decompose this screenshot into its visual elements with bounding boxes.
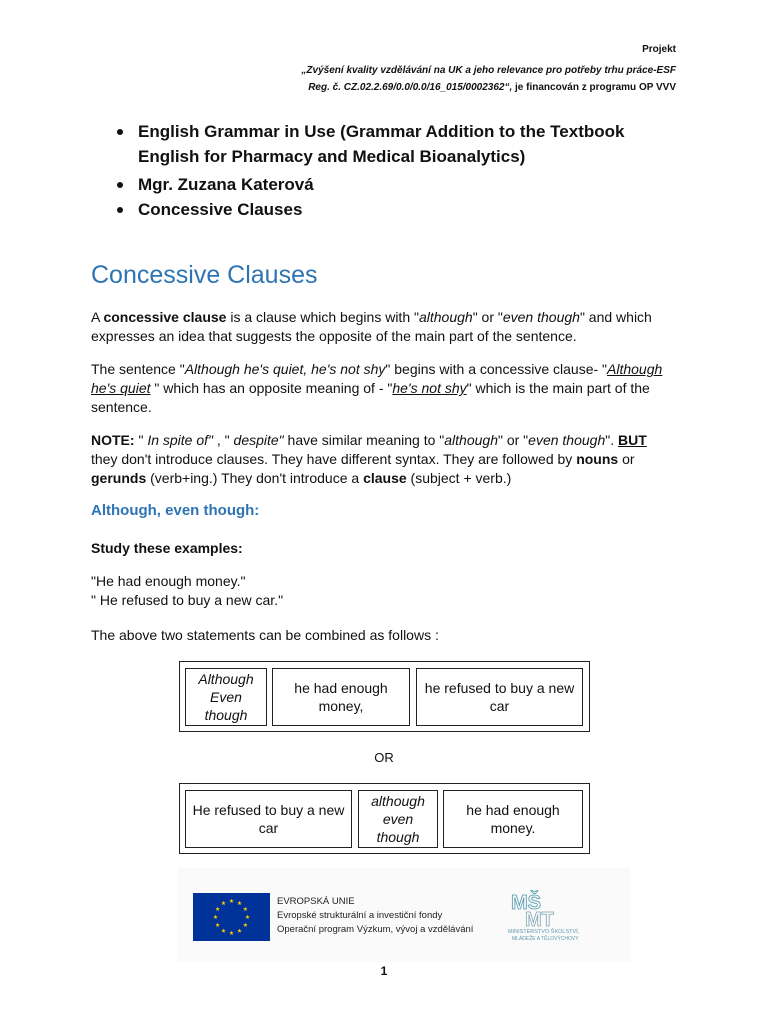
keyword-in-spite-of: In spite of": [147, 432, 213, 448]
note-paragraph: [91, 431, 669, 488]
example-paragraph: [91, 360, 669, 417]
text-run: or: [618, 451, 635, 467]
list-item: [110, 197, 658, 222]
keyword-even-though: even though: [528, 432, 606, 448]
definition-paragraph: [91, 308, 669, 346]
text-run: have similar meaning to ": [283, 432, 445, 448]
clause-text: he had enough money.: [466, 802, 560, 836]
clause-cell: [185, 790, 352, 848]
registration-number: Reg. č. CZ.02.2.69/0.0/0.0/16_015/0002362“,: [308, 82, 513, 93]
conjunction-lines: [371, 792, 425, 846]
bullet-icon: [117, 207, 123, 213]
text-run: " begins with a concessive clause- ": [385, 361, 608, 377]
study-label: Study these examples:: [91, 540, 243, 556]
conjunction-cell: [185, 668, 267, 726]
msmt-name-line2: MLÁDEŽE A TĚLOVÝCHOVY: [512, 936, 579, 942]
keyword-although: although: [418, 309, 473, 325]
clause-cell: [443, 790, 583, 848]
keyword-clause: clause: [363, 470, 407, 486]
section-subheading: Although, even though:: [91, 502, 260, 519]
list-item: [110, 172, 658, 197]
main-part: he's not shy: [392, 380, 467, 396]
conjunction-line: though: [204, 707, 248, 723]
eu-name: EVROPSKÁ UNIE: [277, 896, 355, 907]
eu-funds: Evropské strukturální a investiční fondy: [277, 910, 443, 921]
project-title: „Zvýšení kvality vzdělávání na UK a jeho relevance pro potřeby trhu práce-ESF: [301, 65, 676, 76]
conjunction-line: though: [376, 829, 420, 845]
combination-box: [179, 661, 590, 732]
text-run: , ": [213, 432, 234, 448]
list-item: [110, 119, 658, 169]
msmt-mark-bottom: MT: [525, 909, 554, 931]
conjunction-lines: [198, 670, 253, 724]
eu-programme: Operační program Výzkum, vývoj a vzdělávání: [277, 924, 474, 935]
combination-box: [179, 783, 590, 854]
text-run: The sentence ": [91, 361, 185, 377]
text-run: " which has an opposite meaning of - ": [150, 380, 393, 396]
conjunction-line: Even: [210, 689, 242, 705]
text-run: ": [134, 432, 148, 448]
text-run: " or ": [472, 309, 503, 325]
keyword-although: although: [444, 432, 498, 448]
keyword-despite: despite": [233, 432, 284, 448]
keyword-even-though: even though: [502, 309, 580, 325]
keyword-but: BUT: [617, 432, 647, 448]
text-run: (verb+ing.) They don't introduce a: [146, 470, 364, 486]
note-label: NOTE:: [91, 432, 135, 448]
msmt-name-line1: MINISTERSTVO ŠKOLSTVÍ,: [508, 929, 580, 935]
page-title: Concessive Clauses: [91, 261, 318, 289]
funding-note: je financován z programu OP VVV: [512, 82, 676, 93]
clause-text: He refused to buy a new car: [192, 802, 345, 836]
conjunction-line: Although: [198, 671, 254, 687]
clause-cell: [272, 668, 410, 726]
text-run: (subject + verb.): [406, 470, 512, 486]
conjunction-line: even: [382, 811, 414, 827]
example-line: " He refused to buy a new car.": [91, 592, 284, 608]
example-sentence: Although he's quiet, he's not shy: [184, 361, 386, 377]
combine-label: The above two statements can be combined as follows :: [91, 627, 439, 643]
text-run: is a clause which begins with ": [226, 309, 419, 325]
example-line: "He had enough money.": [91, 573, 246, 589]
separator-or: OR: [374, 750, 394, 765]
text-run: ".: [605, 432, 618, 448]
project-label: Projekt: [642, 44, 676, 55]
msmt-mark-top: MŠ: [511, 892, 541, 914]
text-run: " which is the main part of the sentence.: [91, 380, 650, 415]
eu-logo-text: [277, 895, 473, 937]
list-item-text: English Grammar in Use (Grammar Addition to the Textbook English for Pharmacy and Medical Bioanalytics): [138, 122, 625, 166]
eu-flag-icon: [193, 893, 270, 941]
text-run: " and which expresses an idea that suggests the opposite of the main part of the sentence.: [91, 309, 652, 344]
list-item-text: Concessive Clauses: [138, 200, 303, 219]
conjunction-line: although: [371, 793, 425, 809]
text-run: A: [91, 309, 104, 325]
term-concessive-clause: concessive clause: [103, 309, 227, 325]
bullet-icon: [117, 129, 123, 135]
intro-list: [110, 119, 658, 222]
clause-text: he had enough money,: [294, 680, 388, 714]
page-number: 1: [380, 964, 388, 978]
clause-text: he refused to buy a new car: [424, 680, 575, 714]
bullet-icon: [117, 182, 123, 188]
keyword-nouns: nouns: [576, 451, 619, 467]
project-registration: [308, 82, 676, 94]
concessive-part: Although he's quiet: [91, 361, 663, 396]
msmt-logo-icon: [503, 889, 615, 942]
keyword-gerunds: gerunds: [91, 470, 147, 486]
text-run: " or ": [497, 432, 529, 448]
conjunction-cell: [358, 790, 438, 848]
clause-cell: [416, 668, 583, 726]
text-run: they don't introduce clauses. They have different syntax. They are followed by: [91, 451, 577, 467]
list-item-text: Mgr. Zuzana Katerová: [138, 175, 314, 194]
